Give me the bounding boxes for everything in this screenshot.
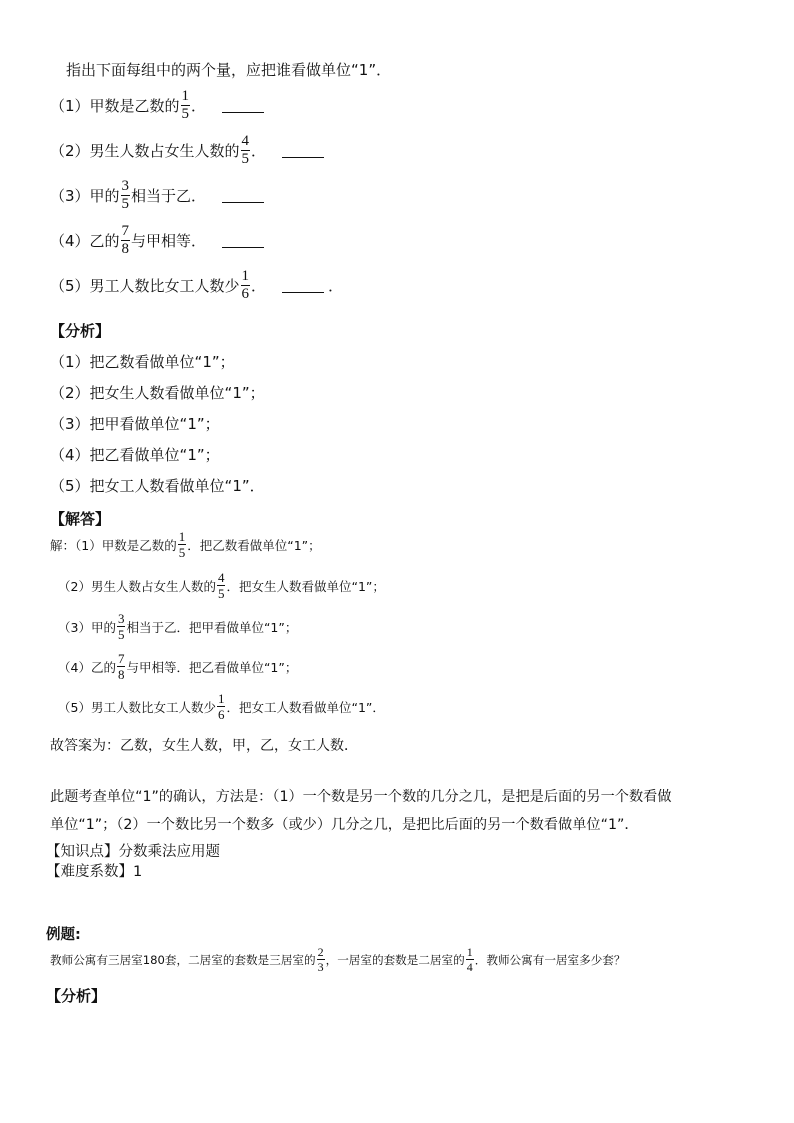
heading-text: 例题: <box>46 927 81 943</box>
question-item-3 <box>50 179 264 212</box>
item-text: （1）甲数是乙数的 <box>50 97 180 115</box>
fraction <box>117 652 126 681</box>
analysis-text: （3）把甲看做单位“1”； <box>50 415 220 433</box>
numerator: 7 <box>117 651 125 666</box>
answer-text: 解：（1）甲数是乙数的 <box>50 537 177 553</box>
analysis-line-5 <box>50 475 265 496</box>
analysis-line-2 <box>50 382 265 403</box>
question-item-4 <box>50 224 264 257</box>
example-analysis-heading <box>46 985 106 1006</box>
example-text: ，一居室的套数是二居室的 <box>325 952 465 967</box>
difficulty-text: 【难度系数】1 <box>46 864 143 880</box>
knowledge-text: 【知识点】分数乘法应用题 <box>46 844 220 860</box>
question-item-5 <box>50 269 343 302</box>
answer-text-post: 相当于乙．把甲看做单位“1”； <box>126 619 298 635</box>
item-end: ． <box>328 277 344 295</box>
numerator: 7 <box>121 223 130 239</box>
difficulty <box>46 860 142 881</box>
final-answer-text: 故答案为：乙数，女生人数，甲，乙，女工人数． <box>50 738 358 754</box>
analysis-line-1 <box>50 351 235 372</box>
answer-text-post: ．把女工人数看做单位“1”． <box>226 699 385 715</box>
heading-text: 【分析】 <box>50 322 111 340</box>
item-text: （5）男工人数比女工人数少 <box>50 277 240 295</box>
numerator: 1 <box>178 529 186 544</box>
analysis-text: （4）把乙看做单位“1”； <box>50 446 220 464</box>
item-text: （2）男生人数占女生人数的 <box>50 142 240 160</box>
denominator: 6 <box>217 707 225 722</box>
fraction <box>178 530 187 559</box>
comment-text: 单位“1”；（2）一个数比另一个数多（或少）几分之几，是把比后面的另一个数看做单位“1”． <box>50 817 639 833</box>
denominator: 5 <box>121 196 130 212</box>
denominator: 5 <box>217 586 225 601</box>
item-tail: ． <box>251 142 267 160</box>
fraction <box>241 269 251 302</box>
fraction <box>241 134 251 167</box>
question-intro-text: 指出下面每组中的两个量，应把谁看做单位“1”． <box>66 61 392 79</box>
denominator: 8 <box>117 667 125 682</box>
item-tail: ． <box>251 277 267 295</box>
answer-text-post: ．把女生人数看做单位“1”； <box>226 578 385 594</box>
answer-blank[interactable] <box>222 233 264 248</box>
denominator: 3 <box>317 960 324 974</box>
comment-line-1 <box>50 786 672 806</box>
question-item-2 <box>50 134 324 167</box>
denominator: 6 <box>241 286 250 302</box>
denominator: 5 <box>181 106 190 122</box>
analysis-line-3 <box>50 413 220 434</box>
answer-line-5 <box>58 692 385 721</box>
numerator: 4 <box>217 570 225 585</box>
answer-blank[interactable] <box>222 188 264 203</box>
denominator: 5 <box>117 627 125 642</box>
answer-text-post: 与甲相等．把乙看做单位“1”； <box>126 659 298 675</box>
answer-text: （3）甲的 <box>58 619 116 635</box>
fraction <box>117 612 126 641</box>
answer-blank[interactable] <box>282 143 324 158</box>
numerator: 4 <box>241 133 250 149</box>
answer-text: （5）男工人数比女工人数少 <box>58 699 216 715</box>
analysis-text: （2）把女生人数看做单位“1”； <box>50 384 265 402</box>
analysis-text: （5）把女工人数看做单位“1”． <box>50 477 265 495</box>
comment-line-2 <box>50 814 639 834</box>
denominator: 5 <box>178 545 186 560</box>
analysis-text: （1）把乙数看做单位“1”； <box>50 353 235 371</box>
answer-heading <box>50 508 110 529</box>
analysis-heading <box>50 320 110 341</box>
answer-text-post: ．把乙数看做单位“1”； <box>187 537 321 553</box>
question-item-1 <box>50 89 264 122</box>
numerator: 1 <box>241 268 250 284</box>
fraction <box>217 692 226 721</box>
example-problem <box>50 946 625 973</box>
answer-final <box>50 735 358 755</box>
answer-line-4 <box>58 652 297 681</box>
fraction <box>121 179 131 212</box>
item-text: （4）乙的 <box>50 232 120 250</box>
answer-text: （2）男生人数占女生人数的 <box>58 578 216 594</box>
example-text: 教师公寓有三居室180套，二居室的套数是三居室的 <box>50 952 316 967</box>
question-intro <box>66 59 391 80</box>
numerator: 1 <box>181 88 190 104</box>
answer-line-1 <box>50 530 321 559</box>
comment-text: 此题考查单位“1”的确认，方法是：（1）一个数是另一个数的几分之几，是把是后面的另一个数看做 <box>50 789 672 805</box>
example-heading <box>46 923 81 944</box>
answer-text: （4）乙的 <box>58 659 116 675</box>
item-text: （3）甲的 <box>50 187 120 205</box>
item-tail: ． <box>191 97 207 115</box>
fraction <box>121 224 131 257</box>
fraction <box>317 946 325 973</box>
fraction <box>181 89 191 122</box>
example-text: ．教师公寓有一居室多少套？ <box>474 952 626 967</box>
numerator: 3 <box>121 178 130 194</box>
heading-text: 【分析】 <box>46 987 107 1005</box>
answer-line-2 <box>58 571 385 600</box>
item-text-post: 与甲相等． <box>131 232 207 250</box>
answer-line-3 <box>58 612 297 641</box>
heading-text: 【解答】 <box>50 510 111 528</box>
fraction <box>466 946 474 973</box>
knowledge-point <box>46 840 220 861</box>
numerator: 2 <box>317 945 324 959</box>
analysis-line-4 <box>50 444 220 465</box>
item-text-post: 相当于乙． <box>131 187 207 205</box>
denominator: 8 <box>121 241 130 257</box>
denominator: 4 <box>466 960 473 974</box>
numerator: 1 <box>217 691 225 706</box>
numerator: 3 <box>117 611 125 626</box>
answer-blank[interactable] <box>222 98 264 113</box>
denominator: 5 <box>241 151 250 167</box>
answer-blank[interactable] <box>282 278 324 293</box>
numerator: 1 <box>466 945 473 959</box>
fraction <box>217 571 226 600</box>
